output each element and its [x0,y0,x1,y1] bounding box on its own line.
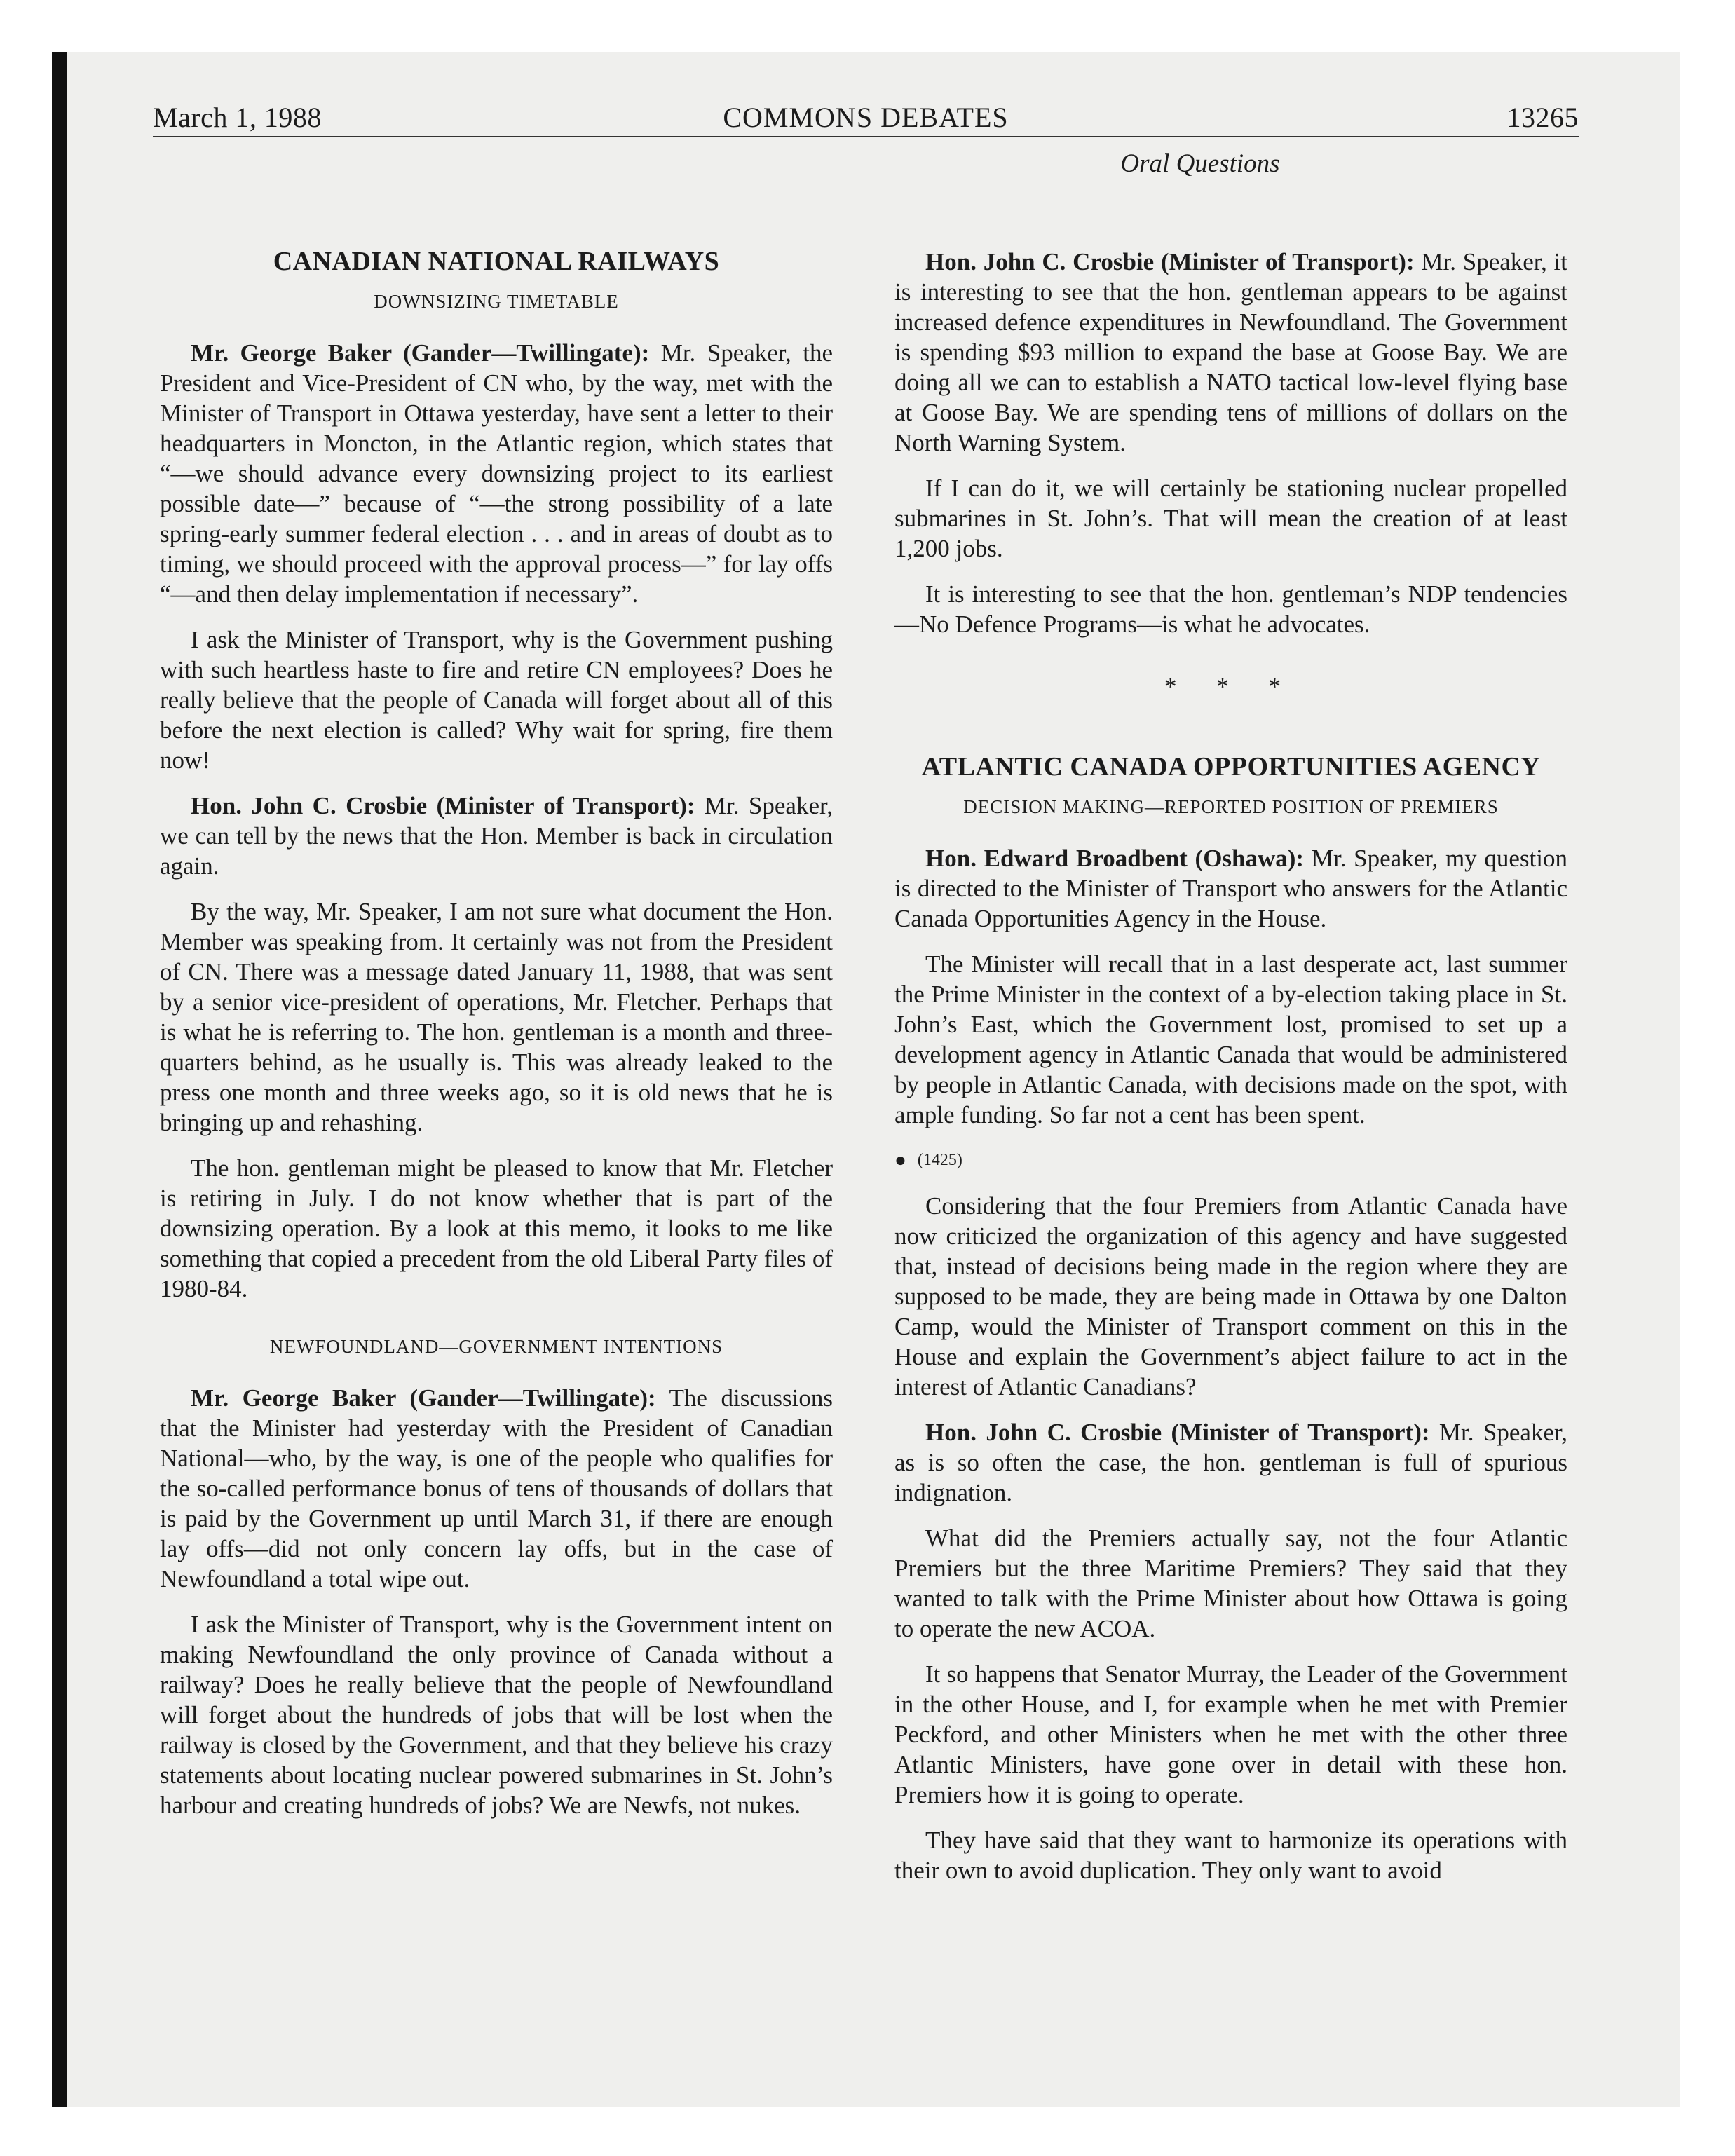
speaker-name: Hon. Edward Broadbent (Oshawa): [925,845,1305,872]
speaker-name: Mr. George Baker (Gander—Twillingate): [191,1384,656,1412]
left-column [160,247,833,1836]
speech-text: The discussions that the Minister had yesterday with the President of Canadian National—who, by the way, is one of the people who qualifies for the so-called performance bonus of tens of thousands of dollars that is paid by the Government up until March 31, if there are enough lay offs—did not only concern lay offs, but in the case of Newfoundland a total wipe out. [160,1384,833,1592]
subheading: DOWNSIZING TIMETABLE [374,291,619,312]
subheading: DECISION MAKING—REPORTED POSITION OF PREMIERS [963,796,1499,817]
section-separator: * * * [1164,673,1298,700]
paragraph [160,338,833,609]
paragraph [894,843,1567,934]
speaker-name: Hon. John C. Crosbie (Minister of Transport): [925,1419,1430,1446]
speech-text: Mr. Speaker, my question is directed to the Minister of Transport who answers for the Atlantic Canada Opportunities Agency in the House. [894,845,1567,932]
speech-text: Mr. Speaker, as is so often the case, the hon. gentleman is full of spurious indignation. [894,1419,1568,1506]
section-label: Oral Questions [1120,149,1280,178]
header-date: March 1, 1988 [153,102,322,133]
header-page-number: 13265 [1506,102,1579,133]
right-column [894,247,1567,1901]
paragraph [160,791,833,881]
scan-binding-edge [52,52,67,2107]
paragraph: It is interesting to see that the hon. gentleman’s NDP tendencies—No Defence Programs—is what he advocates. [894,580,1567,638]
paragraph: It so happens that Senator Murray, the Leader of the Government in the other House, and I, for example when he met with Premier Peckford, and other Ministers when he met with the other three Atlantic Ministers, have gone over in detail with these hon. Premiers how it is going to operate. [894,1660,1567,1808]
bullet-icon: ● [894,1149,906,1171]
header-title: COMMONS DEBATES [723,102,1009,133]
paragraph [894,247,1567,458]
speech-text: Mr. Speaker, it is interesting to see that the hon. gentleman appears to be against increased defence expenditures in Newfoundland. The Government is spending $93 million to expand the base at Goose Bay. We are doing all we can to establish a NATO tactical low-level flying base at Goose Bay. We are spending tens of millions of dollars on the North Warning System. [894,248,1568,456]
paragraph: Considering that the four Premiers from Atlantic Canada have now criticized the organization of this agency and have suggested that, instead of decisions being made in the region where they are supposed to be made, they are being made in Ottawa by one Dalton Camp, would the Minister of Transport comment on this in the House and explain the Government’s abject failure to act in the interest of Atlantic Canadians? [894,1192,1567,1400]
section-heading: CANADIAN NATIONAL RAILWAYS [273,247,720,276]
speech-text: Mr. Speaker, the President and Vice-President of CN who, by the way, met with the Minister of Transport in Ottawa yesterday, have sent a letter to their headquarters in Moncton, in the Atlantic region, which states that “—we should advance every downsizing project to its earliest possible date—” because of “—the strong possibility of a late spring-early summer federal election . . . and in areas of doubt as to timing, we should proceed with the approval process—” for lay offs “—and then delay implementation if necessary”. [160,339,833,608]
timestamp-text: (1425) [917,1151,962,1169]
time-marker [894,1145,1567,1175]
paragraph: The hon. gentleman might be pleased to know that Mr. Fletcher is retiring in July. I do not know whether that is part of the downsizing operation. By a look at this memo, it looks to me like something that copied a precedent from the old Liberal Party files of 1980-84. [160,1154,833,1302]
speaker-name: Mr. George Baker (Gander—Twillingate): [191,339,650,367]
paragraph: I ask the Minister of Transport, why is the Government intent on making Newfoundland the only province of Canada without a railway? Does he really believe that the people of Newfoundland will forget about the hundreds of jobs that will be lost when the railway is closed by the Government, and that they believe his crazy statements about locating nuclear powered submarines in St. John’s harbour and creating hundreds of jobs? We are Newfs, not nukes. [160,1611,833,1819]
paragraph: They have said that they want to harmonize its operations with their own to avoid duplication. They only want to avoid [894,1827,1567,1884]
speaker-name: Hon. John C. Crosbie (Minister of Transport): [191,792,695,819]
paragraph: What did the Premiers actually say, not the four Atlantic Premiers but the three Maritime Premiers? They said that they wanted to talk with the Prime Minister about how Ottawa is going to operate the new ACOA. [894,1524,1567,1642]
paragraph [160,1383,833,1594]
paragraph: If I can do it, we will certainly be stationing nuclear propelled submarines in St. John’s. That will mean the creation of at least 1,200 jobs. [894,475,1567,562]
speaker-name: Hon. John C. Crosbie (Minister of Transport): [925,248,1415,275]
speech-text: Mr. Speaker, we can tell by the news that the Hon. Member is back in circulation again. [160,792,834,880]
section-heading: ATLANTIC CANADA OPPORTUNITIES AGENCY [921,752,1541,782]
paragraph: By the way, Mr. Speaker, I am not sure what document the Hon. Member was speaking from. It certainly was not from the President of CN. There was a message dated January 11, 1988, that was sent by a senior vice-president of operations, Mr. Fletcher. Perhaps that is what he is referring to. The hon. gentleman is a month and three-quarters behind, as he usually is. This was already leaked to the press one month and three weeks ago, so it is old news that he is bringing up and rehashing. [160,898,833,1136]
paragraph: The Minister will recall that in a last desperate act, last summer the Prime Minister in the context of a by-election taking place in St. John’s East, which the Government lost, promised to set up a development agency in Atlantic Canada that would be administered by people in Atlantic Canada, with decisions made on the spot, with ample funding. So far not a cent has been spent. [894,950,1567,1128]
subheading: NEWFOUNDLAND—GOVERNMENT INTENTIONS [269,1336,723,1357]
header-rule [153,136,1579,137]
paragraph [894,1417,1567,1508]
paragraph: I ask the Minister of Transport, why is the Government pushing with such heartless haste to fire and retire CN employees? Does he really believe that the people of Canada will forget about all of this before the next election is called? Why wait for spring, fire them now! [160,626,833,774]
